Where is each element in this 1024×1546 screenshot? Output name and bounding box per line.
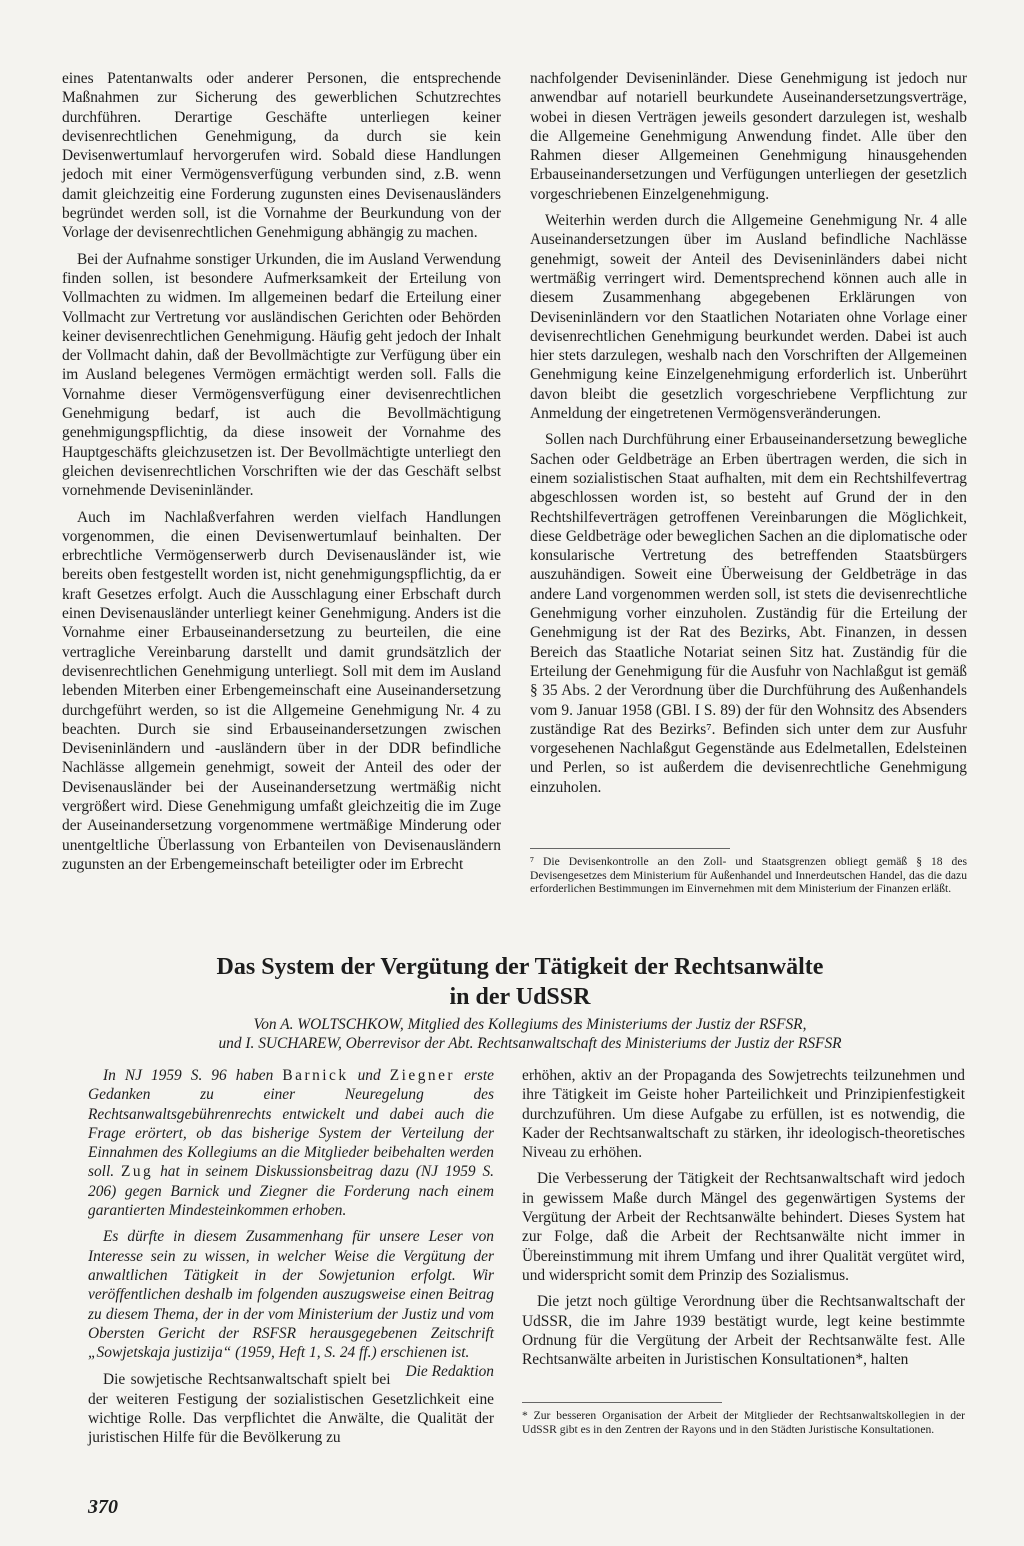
footnote-divider	[530, 848, 730, 849]
author-line: Von A. WOLTSCHKOW, Mitglied des Kollegiums des Ministeriums der Justiz der RSFSR,	[253, 1016, 807, 1033]
article-title-line: in der UdSSR	[449, 984, 591, 1010]
article-authors	[66, 1015, 994, 1053]
paragraph: Die Verbesserung der Tätigkeit der Rechtsanwaltschaft wird jedoch in gewissem Maße durch Mängel des gegenwärtigen Systems der Vergütung der Arbeit der Rechtsanwälte behindert. Dieses System hat zur Folge, daß die Arbeit der Rechtsanwälte nicht immer in Übereinstimmung mit ihrem Umfang und ihrer Qualität vergütet wird, und widerspricht somit dem Prinzip des Sozialismus.	[522, 1170, 965, 1284]
intro-paragraph: Es dürfte in diesem Zusammenhang für unsere Leser von Interesse sein zu wissen, in welcher Weise die Vergütung der anwaltlichen Tätigkeit in der Sowjetunion erfolgt. Wir veröffentlichen deshalb im folgenden auszugsweise einen Beitrag zu diesem Thema, der in der vom Ministerium der Justiz und vom Obersten Gericht der RSFSR herausgegebenen Zeitschrift „Sowjetskaja justizija“ (1959, Heft 1, S. 24 ff.) erschienen ist. Die Redaktion	[88, 1228, 494, 1381]
author-line: und I. SUCHAREW, Oberrevisor der Abt. Rechtsanwaltschaft des Ministeriums der Justiz der RSFSR	[218, 1035, 842, 1052]
page-number: 370	[88, 1496, 118, 1518]
paragraph: Auch im Nachlaßverfahren werden vielfach Handlungen vorgenommen, die einen Devisenwertumlauf beinhalten. Der erbrechtliche Vermögenserwerb durch Devisenausländer ist, wie bereits oben festgestellt worden ist, nicht genehmigungspflichtig, da er kraft Gesetzes erfolgt. Auch die Ausschlagung einer Erbschaft durch einen Devisenausländer unterliegt keiner Genehmigung. Anders ist die Vornahme einer Erbauseinandersetzung zu beurteilen, die eine vertragliche Vereinbarung darstellt und damit grundsätzlich der devisenrechtlichen Genehmigung unterliegt. Soll mit dem im Ausland lebenden Miterben einer Erbengemeinschaft eine Auseinandersetzung durchgeführt werden, so ist die Allgemeine Genehmigung Nr. 4 zu beachten. Durch sie sind Erbauseinandersetzungen zwischen Deviseninländern und -ausländern über in der DDR befindliche Nachlässe allgemein genehmigt, soweit der Anteil des oder der Devisenausländer bei der Auseinandersetzung wertmäßig nicht vergrößert wird. Diese Genehmigung umfaßt gleichzeitig die im Zuge der Auseinandersetzung vorgenommene wertmäßige Minderung oder unentgeltliche Überlassung von Erbanteilen von Devisenausländern zugunsten an der Erbengemeinschaft beteiligter oder im Erbrecht	[62, 508, 501, 873]
editorial-intro	[88, 1066, 494, 1381]
top-left-column	[62, 69, 501, 874]
paragraph: eines Patentanwalts oder anderer Personen, die entsprechende Maßnahmen zur Sicherung des gewerblichen Schutzrechtes durchführen. Derartige Geschäfte unterliegen keiner devisenrechtlichen Genehmigung, da durch sie kein Devisenwertumlauf hervorgerufen wird. Sobald diese Handlungen jedoch mit einer Vermögensverfügung verbunden sind, z.B. wenn damit gleichzeitig eine Forderung zugunsten eines Devisenausländers begründet werden soll, ist die Vornahme der Beurkundung von der Vorlage der devisenrechtlichen Genehmigung abhängig zu machen.	[62, 70, 501, 242]
author-name: Barnick	[282, 1067, 349, 1084]
paragraph: Die sowjetische Rechtsanwaltschaft spielt bei der weiteren Festigung der sozialistischen Gesetzlichkeit eine wichtige Rolle. Das verpflichtet die Anwälte, die Qualität der juristischen Hilfe für die Bevölkerung zu	[88, 1371, 494, 1447]
paragraph: Weiterhin werden durch die Allgemeine Genehmigung Nr. 4 alle Auseinandersetzungen über im Ausland befindliche Nachlässe genehmigt, soweit der Anteil des Deviseninländers dabei nicht wertmäßig verringert wird. Dementsprechend können auch alle in diesem Zusammenhang abgegebenen Erklärungen von Deviseninländern vor den Staatlichen Notariaten ohne Vorlage einer devisenrechtlichen Genehmigung beurkundet werden. Dabei ist auch hier stets darzulegen, weshalb nach den Vorschriften der Allgemeinen Genehmigung keine Einzelgenehmigung erforderlich ist. Unberührt davon bleibt die gesetzlich vorgeschriebene Verpflichtung zur Anmeldung der eingetretenen Vermögensveränderungen.	[530, 212, 967, 423]
paragraph: erhöhen, aktiv an der Propaganda des Sowjetrechts teilzunehmen und ihre Tätigkeit im Geiste hoher Parteilichkeit und Prinzipienfestigkeit durchzuführen. Um diese Aufgabe zu erfüllen, ist es notwendig, die Kader der Rechtsanwaltschaft zu stärken, ihr ideologisch-theoretisches Niveau zu erhöhen.	[522, 1067, 965, 1162]
article-title-line: Das System der Vergütung der Tätigkeit der Rechtsanwälte	[216, 954, 824, 980]
top-right-column	[530, 69, 967, 797]
intro-paragraph: In NJ 1959 S. 96 haben Barnick und Ziegner erste Gedanken zu einer Neuregelung des Rechtsanwaltsgebührenrechts entwickelt und dabei auch die Frage erörtert, ob das bisherige System der Verteilung der Einnahmen des Kollegiums an die Mitglieder beibehalten werden soll. Zug hat in seinem Diskussionsbeitrag dazu (NJ 1959 S. 206) gegen Barnick und Ziegner die Forderung nach einem garantierten Mindesteinkommen erhoben.	[88, 1067, 494, 1220]
footnote-divider	[522, 1402, 722, 1403]
footnote: ⁷ Die Devisenkontrolle an den Zoll- und Staatsgrenzen obliegt gemäß § 18 des Devisengesetzes dem Ministerium für Außenhandel und Innerdeutschen Handel, das die dazu erforderlichen Bestimmungen im Einvernehmen mit dem Ministerium der Finanzen erläßt.	[530, 855, 967, 896]
footnote: * Zur besseren Organisation der Arbeit der Mitglieder der Rechtsanwaltskollegien in der UdSSR gibt es in den Zentren der Rayons und in den Städten Juristische Konsultationen.	[522, 1409, 965, 1436]
paragraph: nachfolgender Deviseninländer. Diese Genehmigung ist jedoch nur anwendbar auf notariell beurkundete Auseinandersetzungsverträge, wobei in diesen Verträgen jeweils gesondert darzulegen ist, weshalb die Allgemeine Genehmigung Anwendung findet. Alle über den Rahmen dieser Allgemeinen Genehmigung hinausgehenden Erbauseinandersetzungen und Verfügungen unterliegen der gesetzlich vorgeschriebenen Einzelgenehmigung.	[530, 70, 967, 203]
author-name: Zug	[120, 1163, 154, 1181]
author-name: Ziegner	[389, 1067, 456, 1084]
article-title	[120, 952, 920, 1012]
article-right-column	[522, 1066, 965, 1369]
paragraph: Bei der Aufnahme sonstiger Urkunden, die im Ausland Verwendung finden sollen, ist besondere Aufmerksamkeit der Erteilung von Vollmachten zu widmen. Im allgemeinen bedarf die Erteilung einer Vollmacht zur Vertretung vor ausländischen Gerichten oder Behörden keiner devisenrechtlichen Genehmigung. Häufig geht jedoch der Inhalt der Vollmacht dahin, daß der Bevollmächtigte zur Verfügung über ein im Ausland belegenes Vermögen ermächtigt werden soll. Falls die Vornahme dieser Vermögensverfügung einer devisenrechtlichen Genehmigung bedarf, ist auch die Bevollmächtigung genehmigungspflichtig, da diese insoweit der Vornahme des Hauptgeschäfts gleichzusetzen ist. Der Bevollmächtigte unterliegt den gleichen devisenrechtlichen Vorschriften wie der das Geschäft selbst vornehmende Deviseninländer.	[62, 250, 501, 500]
article-left-column	[88, 1066, 494, 1448]
editorial-signature: Die Redaktion	[405, 1363, 494, 1381]
paragraph: Sollen nach Durchführung einer Erbauseinandersetzung bewegliche Sachen oder Geldbeträge an Erben übertragen werden, die sich in einem sozialistischen Staat aufhalten, mit dem ein Rechtshilfevertrag abgeschlossen worden ist, so besteht auf Grund der in den Rechtshilfeverträgen getroffenen Vereinbarungen die Möglichkeit, diese Geldbeträge oder beweglichen Sachen an die diplomatische oder konsularische Vertretung des betreffenden Staatsbürgers auszuhändigen. Soweit eine Überweisung der Geldbeträge in das andere Land vorgenommen werden soll, ist stets die devisenrechtliche Genehmigung vorher einzuholen. Zuständig für die Erteilung der Genehmigung ist der Rat des Bezirks, Abt. Finanzen, in dessen Bereich das Staatliche Notariat seinen Sitz hat. Zuständig für die Erteilung der Genehmigung für die Ausfuhr von Nachlaßgut ist gemäß § 35 Abs. 2 der Verordnung über die Durchführung des Außenhandels vom 9. Januar 1958 (GBl. I S. 89) der für den Wohnsitz des Absenders zuständige Rat des Bezirks⁷. Befinden sich unter dem zur Ausfuhr vorgesehenen Nachlaßgut Gegenstände aus Edelmetallen, Edelsteinen und Perlen, so ist außerdem die devisenrechtliche Genehmigung einzuholen.	[530, 431, 967, 796]
paragraph: Die jetzt noch gültige Verordnung über die Rechtsanwaltschaft der UdSSR, die im Jahre 1939 bestätigt wurde, legt keine bestimmte Ordnung für die Vergütung der Arbeit der Rechtsanwälte fest. Alle Rechtsanwälte arbeiten in Juristischen Konsultationen*, halten	[522, 1293, 965, 1369]
